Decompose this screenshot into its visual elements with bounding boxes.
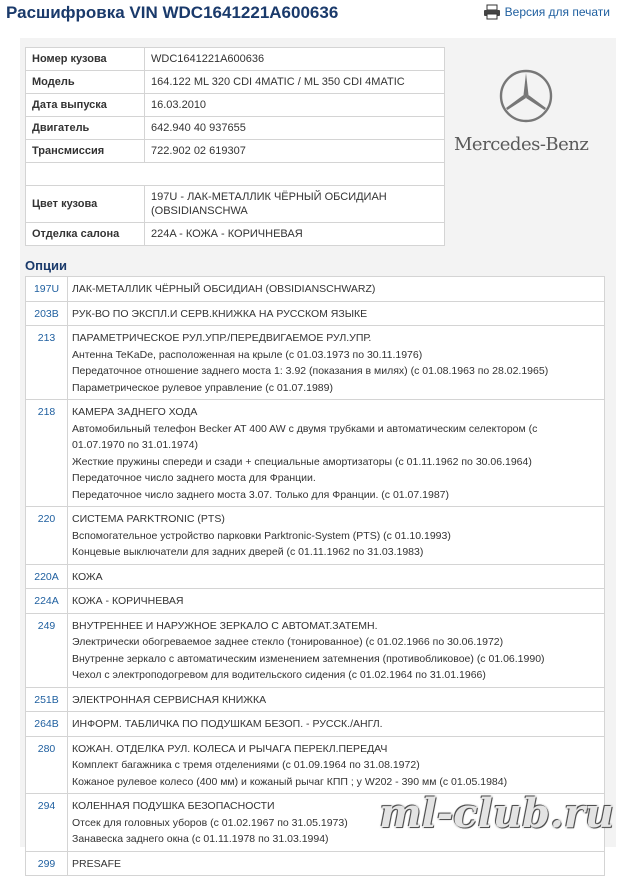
option-description-line: ЛАК-МЕТАЛЛИК ЧЁРНЫЙ ОБСИДИАН (OBSIDIANSCHWARZ)	[72, 283, 376, 295]
option-row	[26, 277, 605, 302]
option-row	[26, 613, 605, 687]
option-description	[68, 613, 605, 687]
printer-icon	[483, 4, 501, 20]
print-link-label[interactable]: Версия для печати	[504, 5, 610, 19]
option-code-link[interactable]: 264B	[26, 712, 68, 737]
spec-value	[145, 186, 445, 223]
spec-value: 224A - КОЖА - КОРИЧНЕВАЯ	[145, 223, 445, 246]
option-code-link[interactable]: 203B	[26, 301, 68, 326]
option-code-link[interactable]: 294	[26, 794, 68, 852]
options-table-body	[26, 277, 605, 876]
site-watermark: ml-club.ru	[379, 790, 614, 837]
option-description	[68, 687, 605, 712]
option-description	[68, 507, 605, 565]
option-row	[26, 851, 605, 876]
option-row	[26, 712, 605, 737]
spec-row-interior	[26, 223, 445, 246]
spec-label: Цвет кузова	[26, 186, 145, 223]
option-code-link[interactable]: 251B	[26, 687, 68, 712]
option-description-line: Параметрическое рулевое управление (с 01.07.1989)	[72, 381, 333, 394]
option-row	[26, 301, 605, 326]
spec-row-engine	[26, 117, 445, 140]
options-table	[25, 276, 605, 876]
spec-row-empty	[26, 163, 445, 186]
spec-label: Дата выпуска	[26, 94, 145, 117]
option-row	[26, 589, 605, 614]
option-description-line: СИСТЕМА PARKTRONIC (PTS)	[72, 513, 225, 525]
option-description	[68, 564, 605, 589]
option-code-link[interactable]: 280	[26, 736, 68, 794]
option-description-line: КОЖА - КОРИЧНЕВАЯ	[72, 595, 184, 607]
option-description-line: Концевые выключатели для задних дверей (с 01.11.1962 по 31.03.1983)	[72, 546, 424, 558]
option-row	[26, 687, 605, 712]
option-code-link[interactable]: 213	[26, 326, 68, 400]
option-description-line: РУК-ВО ПО ЭКСПЛ.И СЕРВ.КНИЖКА НА РУССКОМ ЯЗЫКЕ	[72, 307, 368, 320]
spec-value: WDC1641221A600636	[145, 48, 445, 71]
option-description-line: Кожаное рулевое колесо (400 мм) и кожаный рычаг КПП ; у W202 - 390 мм (с 01.05.1984)	[72, 775, 508, 788]
option-description-line: 01.07.1970 по 31.01.1974)	[72, 439, 198, 451]
vin-panel	[20, 38, 616, 870]
color-value-line: (OBSIDIANSCHWA	[151, 205, 248, 217]
mercedes-star-icon	[498, 68, 554, 124]
options-title: Опции	[25, 258, 67, 273]
option-code-link[interactable]: 220	[26, 507, 68, 565]
option-row	[26, 736, 605, 794]
spec-label: Двигатель	[26, 117, 145, 140]
option-description	[68, 712, 605, 737]
option-description-line: Жесткие пружины спереди и сзади + специальные амортизаторы (с 01.11.1962 по 30.06.1964)	[72, 455, 532, 468]
option-row	[26, 507, 605, 565]
spec-row-date	[26, 94, 445, 117]
option-description-line: Передаточное число заднего моста 3.07. Только для Франции. (с 01.07.1987)	[72, 488, 450, 501]
option-description	[68, 326, 605, 400]
option-row	[26, 564, 605, 589]
option-description-line: Вспомогательное устройство парковки Parktronic-System (PTS) (с 01.10.1993)	[72, 529, 451, 542]
option-row	[26, 326, 605, 400]
option-description-line: Чехол с электроподогревом для водительского сидения (с 01.02.1964 по 31.01.1966)	[72, 669, 486, 681]
vehicle-spec-table	[25, 47, 445, 246]
option-description	[68, 851, 605, 876]
mercedes-benz-wordmark: Mercedes-Benz	[454, 134, 589, 155]
option-description	[68, 736, 605, 794]
spec-value: 164.122 ML 320 CDI 4MATIC / ML 350 CDI 4MATIC	[145, 71, 445, 94]
mercedes-benz-logo	[450, 66, 616, 201]
option-description-line: Автомобильный телефон Becker AT 400 AW с двумя трубками и автоматическим селектором (с	[72, 422, 538, 435]
spec-row-model	[26, 71, 445, 94]
option-description-line: ЭЛЕКТРОННАЯ СЕРВИСНАЯ КНИЖКА	[72, 693, 267, 706]
option-description	[68, 400, 605, 507]
option-code-link[interactable]: 220A	[26, 564, 68, 589]
option-description-line: Отсек для головных уборов (с 01.02.1967 по 31.05.1973)	[72, 816, 348, 829]
spec-label: Трансмиссия	[26, 140, 145, 163]
spec-row-body	[26, 48, 445, 71]
spec-value: 16.03.2010	[145, 94, 445, 117]
spec-value: 642.940 40 937655	[145, 117, 445, 140]
option-description-line: КОЖАН. ОТДЕЛКА РУЛ. КОЛЕСА И РЫЧАГА ПЕРЕКЛ.ПЕРЕДАЧ	[72, 742, 388, 755]
option-code-link[interactable]: 197U	[26, 277, 68, 302]
option-row	[26, 400, 605, 507]
spec-row-transmission	[26, 140, 445, 163]
option-description-line: КАМЕРА ЗАДНЕГО ХОДА	[72, 406, 198, 418]
option-code-link[interactable]: 224A	[26, 589, 68, 614]
option-description	[68, 277, 605, 302]
spec-label: Номер кузова	[26, 48, 145, 71]
page-header	[0, 0, 628, 34]
option-description-line: КОЛЕННАЯ ПОДУШКА БЕЗОПАСНОСТИ	[72, 800, 275, 812]
option-description	[68, 589, 605, 614]
spec-label: Отделка салона	[26, 223, 145, 246]
option-description-line: Внутренне зеркало с автоматическим изменением затемнения (противобликовое) (с 01.06.1990)	[72, 652, 545, 665]
option-description-line: ВНУТРЕННЕЕ И НАРУЖНОЕ ЗЕРКАЛО С АВТОМАТ.ЗАТЕМН.	[72, 619, 378, 632]
option-description-line: Антенна TeKaDe, расположенная на крыле (с 01.03.1973 по 30.11.1976)	[72, 348, 423, 361]
spec-label: Модель	[26, 71, 145, 94]
color-value-line: 197U - ЛАК-МЕТАЛЛИК ЧЁРНЫЙ ОБСИДИАН	[151, 191, 387, 203]
print-version-link[interactable]	[483, 4, 610, 20]
option-description-line: ПАРАМЕТРИЧЕСКОЕ РУЛ.УПР./ПЕРЕДВИГАЕМОЕ РУЛ.УПР.	[72, 332, 372, 344]
option-description-line: Комплект багажника с тремя отделениями (с 01.09.1964 по 31.08.1972)	[72, 759, 420, 771]
option-description-line: PRESAFE	[72, 857, 122, 870]
option-description-line: КОЖА	[72, 570, 103, 583]
option-code-link[interactable]: 249	[26, 613, 68, 687]
option-description-line: Занавеска заднего окна (с 01.11.1978 по 31.03.1994)	[72, 833, 329, 845]
option-description-line: ИНФОРМ. ТАБЛИЧКА ПО ПОДУШКАМ БЕЗОП. - РУССК./АНГЛ.	[72, 718, 383, 730]
option-description-line: Электрически обогреваемое заднее стекло (тонированное) (с 01.02.1966 по 30.06.1972)	[72, 636, 504, 648]
spec-value: 722.902 02 619307	[145, 140, 445, 163]
option-description	[68, 301, 605, 326]
option-code-link[interactable]: 218	[26, 400, 68, 507]
spec-row-color	[26, 186, 445, 223]
option-description-line: Передаточное число заднего моста для Франции.	[72, 472, 316, 484]
option-description-line: Передаточное отношение заднего моста 1: 3.92 (показания в милях) (с 01.08.1963 по 28.02.1965)	[72, 365, 549, 377]
page-title: Расшифровка VIN WDC1641221A600636	[6, 3, 339, 22]
option-code-link[interactable]: 299	[26, 851, 68, 876]
